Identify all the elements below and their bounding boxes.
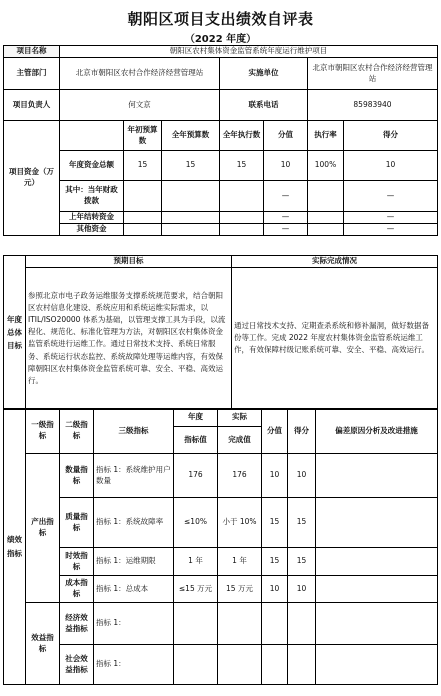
indicator-score bbox=[288, 645, 316, 685]
funds-cell bbox=[124, 181, 162, 212]
unit-value: 北京市朝阳区农村合作经济经营管理站 bbox=[308, 58, 438, 90]
indicator-target: ≤10% bbox=[174, 498, 218, 548]
perf-header-value: 分值 bbox=[262, 409, 288, 454]
funds-cell bbox=[220, 224, 264, 236]
funds-cell: 15 bbox=[220, 151, 264, 181]
funds-cell: — bbox=[344, 212, 438, 224]
funds-header-rate: 执行率 bbox=[308, 121, 344, 151]
expected-goal-text: 参照北京市电子政务运维服务支撑系统规范要求，结合朝阳区农村信息化建设、系统应用和系统运维实际需求，以 ITIL/ISO20000 体系为基础，以管理支撑工具为手段，以流程化、规范化、标准化管理为方法，对朝阳区农村集体资金监管系统进行运维工作。通过日常技术支持、系统日常服务、系统运行状态监控、系统故障处理等运维内容，有效保障朝阳区农村集体资金监管系统可靠、安全、平稳、高效运行。 bbox=[26, 267, 232, 409]
indicator-actual: 15 万元 bbox=[218, 576, 262, 603]
indicator-score: 15 bbox=[288, 548, 316, 576]
table-row bbox=[4, 454, 438, 498]
table-row bbox=[4, 576, 438, 603]
indicator-target: 176 bbox=[174, 454, 218, 498]
funds-row-label: 其他资金 bbox=[60, 224, 124, 236]
expected-goal-header: 预期目标 bbox=[26, 256, 232, 268]
indicator-value bbox=[262, 603, 288, 645]
indicator-item: 指标 1： bbox=[94, 645, 174, 685]
funds-cell: 10 bbox=[264, 151, 308, 181]
funds-header-weight: 分值 bbox=[264, 121, 308, 151]
project-info-table bbox=[3, 45, 438, 236]
table-row bbox=[4, 498, 438, 548]
phone-label: 联系电话 bbox=[220, 90, 308, 121]
funds-cell bbox=[308, 224, 344, 236]
indicator-item: 指标 1：运维期限 bbox=[94, 548, 174, 576]
perf-header-target-top: 年度 bbox=[174, 409, 218, 427]
funds-cell: 100% bbox=[308, 151, 344, 181]
indicator-group: 成本指标 bbox=[60, 576, 94, 603]
indicator-target: 1 年 bbox=[174, 548, 218, 576]
indicator-reason bbox=[316, 498, 438, 548]
funds-cell bbox=[162, 224, 220, 236]
indicator-actual bbox=[218, 645, 262, 685]
indicator-target bbox=[174, 603, 218, 645]
indicator-value bbox=[262, 645, 288, 685]
funds-cell bbox=[124, 212, 162, 224]
indicator-reason bbox=[316, 603, 438, 645]
indicator-score bbox=[288, 603, 316, 645]
funds-cell: — bbox=[344, 181, 438, 212]
performance-table bbox=[3, 408, 438, 685]
indicator-item: 指标 1：总成本 bbox=[94, 576, 174, 603]
funds-cell bbox=[220, 212, 264, 224]
funds-cell: — bbox=[264, 212, 308, 224]
table-row bbox=[4, 548, 438, 576]
funds-header-score: 得分 bbox=[344, 121, 438, 151]
dept-value: 北京市朝阳区农村合作经济经营管理站 bbox=[60, 58, 220, 90]
indicator-target: ≤15 万元 bbox=[174, 576, 218, 603]
lead-label: 项目负责人 bbox=[4, 90, 60, 121]
indicator-value: 10 bbox=[262, 576, 288, 603]
indicator-item: 指标 1：系统维护用户数量 bbox=[94, 454, 174, 498]
report-year: （2022 年度） bbox=[184, 34, 257, 45]
funds-cell bbox=[162, 181, 220, 212]
indicator-group: 数量指标 bbox=[60, 454, 94, 498]
indicator-target bbox=[174, 645, 218, 685]
funds-row bbox=[4, 224, 438, 236]
funds-cell: — bbox=[264, 224, 308, 236]
perf-header-target: 指标值 bbox=[174, 427, 218, 454]
perf-label: 绩效指标 bbox=[4, 409, 26, 685]
indicator-group: 质量指标 bbox=[60, 498, 94, 548]
benefit-indicator-label: 效益指标 bbox=[26, 603, 60, 685]
funds-cell bbox=[220, 181, 264, 212]
indicator-score: 10 bbox=[288, 576, 316, 603]
funds-cell: — bbox=[264, 181, 308, 212]
indicator-actual: 小于 10% bbox=[218, 498, 262, 548]
funds-cell bbox=[162, 212, 220, 224]
perf-header-actual: 完成值 bbox=[218, 427, 262, 454]
unit-label: 实施单位 bbox=[220, 58, 308, 90]
funds-row bbox=[4, 181, 438, 212]
perf-header-reason: 偏差原因分析及改进措施 bbox=[316, 409, 438, 454]
actual-result-text: 通过日常技术支持、定期查杀系统和修补漏洞，做好数据备份等工作。完成 2022 年度农村集体资金监管系统运维工作，有效保障村级记账系统可靠、安全、平稳、高效运行。 bbox=[232, 267, 438, 409]
indicator-reason bbox=[316, 548, 438, 576]
perf-header-l1: 一级指标 bbox=[26, 409, 60, 454]
perf-header-actual-top: 实际 bbox=[218, 409, 262, 427]
lead-value: 何文京 bbox=[60, 90, 220, 121]
report-title: 朝阳区项目支出绩效自评表 bbox=[127, 10, 314, 28]
funds-header-annual: 全年预算数 bbox=[162, 121, 220, 151]
funds-cell bbox=[308, 212, 344, 224]
dept-label: 主管部门 bbox=[4, 58, 60, 90]
indicator-group: 社会效益指标 bbox=[60, 645, 94, 685]
indicator-reason bbox=[316, 576, 438, 603]
project-name: 朝阳区农村集体资金监管系统年度运行维护项目 bbox=[60, 46, 438, 58]
funds-row-label: 年度资金总额 bbox=[60, 151, 124, 181]
indicator-item: 指标 1：系统故障率 bbox=[94, 498, 174, 548]
indicator-group: 时效指标 bbox=[60, 548, 94, 576]
funds-cell: 15 bbox=[124, 151, 162, 181]
funds-header-initial: 年初预算数 bbox=[124, 121, 162, 151]
actual-result-header: 实际完成情况 bbox=[232, 256, 438, 268]
funds-row-label: 上年结转资金 bbox=[60, 212, 124, 224]
indicator-actual bbox=[218, 603, 262, 645]
phone-value: 85983940 bbox=[308, 90, 438, 121]
funds-cell: — bbox=[344, 224, 438, 236]
indicator-item: 指标 1： bbox=[94, 603, 174, 645]
output-indicator-label: 产出指标 bbox=[26, 454, 60, 603]
perf-header-l2: 二级指标 bbox=[60, 409, 94, 454]
indicator-value: 10 bbox=[262, 454, 288, 498]
indicator-value: 15 bbox=[262, 548, 288, 576]
indicator-actual: 1 年 bbox=[218, 548, 262, 576]
indicator-actual: 176 bbox=[218, 454, 262, 498]
project-name-label: 项目名称 bbox=[4, 46, 60, 58]
annual-goal-label: 年度总体目标 bbox=[4, 256, 26, 410]
funds-label: 项目资金（万元） bbox=[4, 121, 60, 236]
funds-header-blank bbox=[60, 121, 124, 151]
indicator-reason bbox=[316, 645, 438, 685]
perf-header-l3: 三级指标 bbox=[94, 409, 174, 454]
funds-row-label: 其中：当年财政拨款 bbox=[60, 181, 124, 212]
funds-header-executed: 全年执行数 bbox=[220, 121, 264, 151]
indicator-value: 15 bbox=[262, 498, 288, 548]
indicator-score: 10 bbox=[288, 454, 316, 498]
table-row bbox=[4, 645, 438, 685]
table-row bbox=[4, 603, 438, 645]
annual-goals-table bbox=[3, 255, 438, 410]
funds-cell bbox=[124, 224, 162, 236]
funds-cell bbox=[308, 181, 344, 212]
indicator-score: 15 bbox=[288, 498, 316, 548]
perf-header-score: 得分 bbox=[288, 409, 316, 454]
indicator-reason bbox=[316, 454, 438, 498]
indicator-group: 经济效益指标 bbox=[60, 603, 94, 645]
funds-cell: 10 bbox=[344, 151, 438, 181]
funds-row bbox=[4, 151, 438, 181]
funds-cell: 15 bbox=[162, 151, 220, 181]
funds-row bbox=[4, 212, 438, 224]
